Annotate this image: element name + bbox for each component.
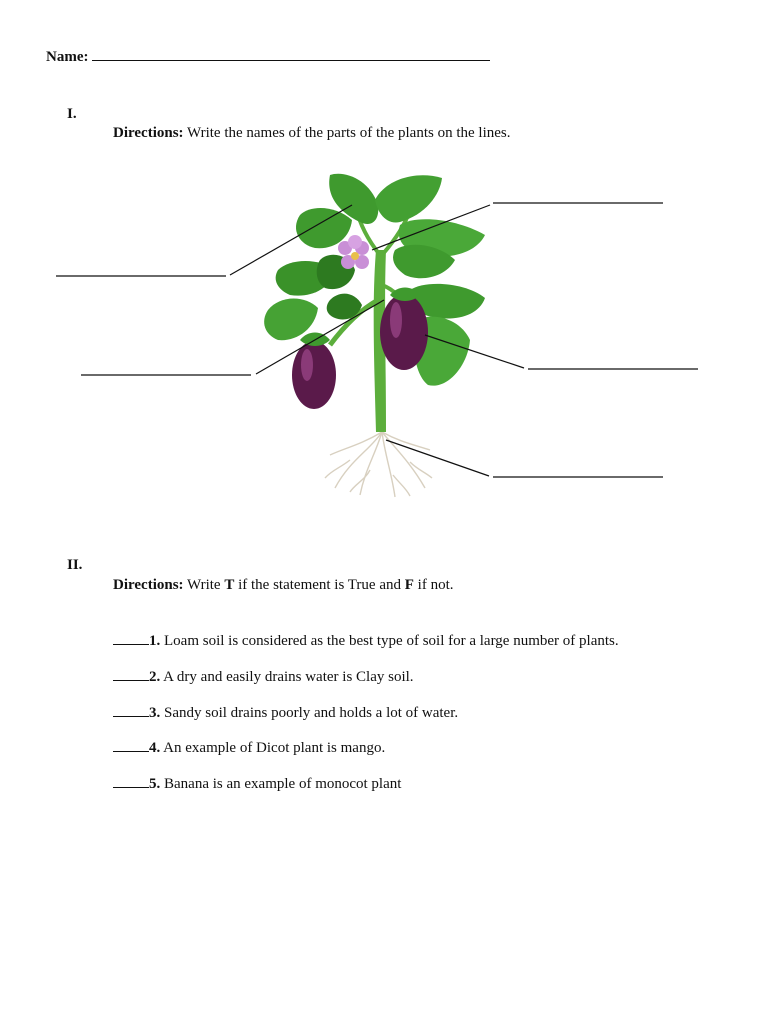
question-number: 3. — [149, 705, 161, 721]
answer-blank-stem[interactable] — [81, 365, 251, 377]
answer-blank[interactable] — [113, 739, 149, 752]
answer-blank[interactable] — [113, 668, 149, 681]
section-2-directions — [113, 577, 454, 594]
answer-blank[interactable] — [113, 632, 149, 645]
answer-blank-flower[interactable] — [493, 193, 663, 205]
question-item — [113, 739, 385, 757]
answer-blank[interactable] — [113, 775, 149, 788]
question-text: An example of Dicot plant is mango. — [160, 740, 386, 756]
directions-label: Directions: — [113, 125, 184, 141]
question-number: 4. — [149, 740, 161, 756]
name-blank-line[interactable] — [92, 46, 490, 61]
question-item — [113, 668, 414, 686]
question-item — [113, 704, 458, 722]
question-number: 5. — [149, 776, 161, 792]
directions-label: Directions: — [113, 577, 184, 593]
question-item — [113, 632, 619, 650]
section-1-number: I. — [67, 106, 77, 122]
false-letter: F — [404, 577, 414, 593]
directions-text: Write — [183, 577, 225, 593]
roots-illustration — [325, 432, 432, 497]
section-2-number: II. — [67, 557, 83, 573]
flower-illustration — [338, 235, 369, 269]
directions-text: Write the names of the parts of the plants on the lines. — [183, 125, 511, 141]
answer-blank[interactable] — [113, 704, 149, 717]
section-1-directions — [113, 125, 511, 142]
question-text: Sandy soil drains poorly and holds a lot of water. — [160, 705, 459, 721]
question-text: A dry and easily drains water is Clay soil. — [160, 669, 414, 685]
name-field[interactable] — [46, 46, 490, 66]
question-number: 2. — [149, 669, 161, 685]
directions-text: if not. — [413, 577, 454, 593]
question-item — [113, 775, 401, 793]
answer-blank-leaf[interactable] — [56, 266, 226, 278]
directions-text: if the statement is True and — [234, 577, 405, 593]
eggplant-diagram — [0, 160, 768, 510]
name-label: Name: — [46, 49, 89, 65]
question-text: Loam soil is considered as the best type of soil for a large number of plants. — [160, 633, 619, 649]
question-number: 1. — [149, 633, 161, 649]
true-letter: T — [224, 577, 235, 593]
question-text: Banana is an example of monocot plant — [160, 776, 402, 792]
answer-blank-roots[interactable] — [493, 467, 663, 479]
answer-blank-fruit[interactable] — [528, 359, 698, 371]
